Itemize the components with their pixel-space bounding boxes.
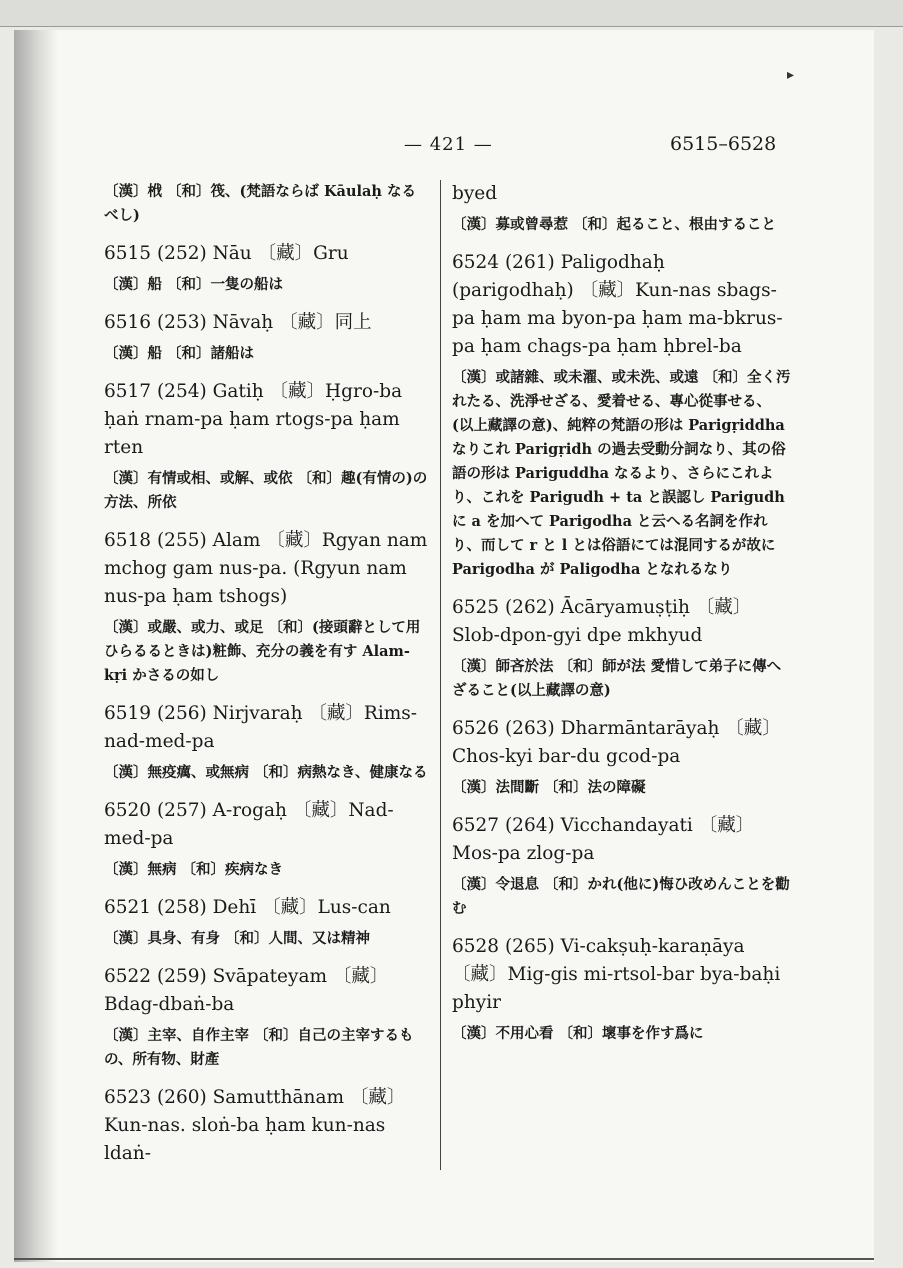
entry-heading: 6518 (255) Alam 〔藏〕Rgyan nam mchog gam nus-pa. (Rgyun nam nus-pa ḥam tshogs): [104, 530, 428, 607]
dictionary-entry: [452, 933, 792, 1046]
dictionary-entry: [452, 594, 792, 703]
entry-heading: 6517 (254) Gatiḥ 〔藏〕Ḥgro-ba ḥaṅ rnam-pa ḥam rtogs-pa ḥam rten: [104, 381, 403, 458]
entry-heading: 6516 (253) Nāvaḥ 〔藏〕同上: [104, 312, 372, 333]
dictionary-entry: [104, 700, 430, 785]
dictionary-entry: [452, 180, 792, 237]
dictionary-entry: [104, 797, 430, 882]
entry-heading: 6525 (262) Ācāryamuṣṭiḥ 〔藏〕Slob-dpon-gyi dpe mkhyud: [452, 597, 752, 646]
column-divider: [440, 180, 441, 1170]
binding-shadow: [14, 30, 58, 1262]
entry-heading: 6526 (263) Dharmāntarāyaḥ 〔藏〕Chos-kyi bar-du gcod-pa: [452, 718, 781, 767]
entry-gloss: 〔漢〕或嚴、或力、或足 〔和〕(接頭辭として用ひらるるときは)粧飾、充分の義を有す Alam-kṛi かさるの如し: [104, 619, 421, 684]
dictionary-entry: [452, 812, 792, 921]
entry-range: 6515–6528: [670, 133, 777, 155]
dictionary-entry: [104, 963, 430, 1072]
entry-heading: 6521 (258) Dehī 〔藏〕Lus-can: [104, 897, 391, 918]
entry-gloss: 〔漢〕或諸雜、或未濯、或未洗、或遠 〔和〕全く汚れたる、洗淨せざる、愛着せる、專心從事せる、(以上藏譯の意)、純粹の梵語の形は Parigṛiddha なりこれ Parigṛidh の過去受動分詞なり、其の俗語の形は Pariguddha なるより、さらにこれより、これを Parigudh + ta と誤認し Parigudh に a を加へて Parigodha と云へる名詞を作れり、而して r と l とは俗語にては混同するが故に Parigodha が Paligodha となれるなり: [452, 369, 791, 578]
entry-heading: 6527 (264) Vicchandayati 〔藏〕Mos-pa zlog-pa: [452, 815, 755, 864]
entry-gloss: 〔漢〕法間斷 〔和〕法の障礙: [452, 779, 646, 796]
dictionary-entry: [452, 715, 792, 800]
left-column: [104, 180, 430, 1168]
entry-gloss: 〔漢〕令退息 〔和〕かれ(他に)悔ひ改めんことを勸む: [452, 876, 790, 917]
entry-heading: byed: [452, 183, 498, 204]
entry-gloss: 〔漢〕無病 〔和〕疾病なき: [104, 861, 284, 878]
scan-top-edge: [0, 0, 903, 27]
dictionary-entry: [104, 894, 430, 951]
entry-gloss: 〔漢〕具身、有身 〔和〕人間、又は精神: [104, 930, 371, 947]
entry-gloss: 〔漢〕主宰、自作主宰 〔和〕自己の主宰するもの、所有物、財產: [104, 1027, 414, 1068]
dictionary-entry: [104, 180, 430, 228]
corner-mark: ▸: [787, 67, 795, 83]
entry-gloss: 〔漢〕募或曾尋惹 〔和〕起ること、根由すること: [452, 216, 777, 233]
entry-heading: 6520 (257) A-rogaḥ 〔藏〕Nad-med-pa: [104, 800, 394, 849]
dictionary-entry: [104, 1084, 430, 1168]
page-bottom-edge: [14, 1258, 874, 1260]
entry-heading: 6523 (260) Samutthānam 〔藏〕Kun-nas. sloṅ-ba ḥam kun-nas ldaṅ-: [104, 1087, 406, 1164]
right-column: [452, 180, 792, 1046]
entry-gloss: 〔漢〕不用心看 〔和〕壞事を作す爲に: [452, 1025, 704, 1042]
entry-heading: 6524 (261) Paligodhaḥ (parigodhaḥ) 〔藏〕Kun-nas sbags-pa ḥam ma byon-pa ḥam ma-bkrus-pa ḥam chags-pa ḥam ḥbrel-ba: [452, 252, 783, 357]
page-number: — 421 —: [404, 134, 493, 155]
entry-gloss: 〔漢〕師吝於法 〔和〕師が法 愛惜して弟子に傳へざること(以上藏譯の意): [452, 658, 782, 699]
dictionary-entry: [452, 249, 792, 582]
entry-gloss: 〔漢〕栰 〔和〕筏、(梵語ならば Kāulaḥ なるべし): [104, 183, 416, 224]
entry-gloss: 〔漢〕船 〔和〕諸船は: [104, 345, 255, 362]
entry-gloss: 〔漢〕有情或相、或解、或依 〔和〕趣(有情の)の方法、所依: [104, 470, 428, 511]
entry-heading: 6528 (265) Vi-cakṣuḥ-karaṇāya 〔藏〕Mig-gis mi-rtsol-bar bya-baḥi phyir: [452, 936, 781, 1013]
entry-gloss: 〔漢〕無疫癘、或無病 〔和〕病熱なき、健康なる: [104, 764, 428, 781]
dictionary-entry: [104, 378, 430, 515]
entry-heading: 6515 (252) Nāu 〔藏〕Gru: [104, 243, 349, 264]
entry-gloss: 〔漢〕船 〔和〕一隻の船は: [104, 276, 284, 293]
dictionary-entry: [104, 240, 430, 297]
entry-heading: 6522 (259) Svāpateyam 〔藏〕Bdag-dbaṅ-ba: [104, 966, 389, 1015]
entry-heading: 6519 (256) Nirjvaraḥ 〔藏〕Rims-nad-med-pa: [104, 703, 418, 752]
dictionary-entry: [104, 527, 430, 688]
dictionary-entry: [104, 309, 430, 366]
